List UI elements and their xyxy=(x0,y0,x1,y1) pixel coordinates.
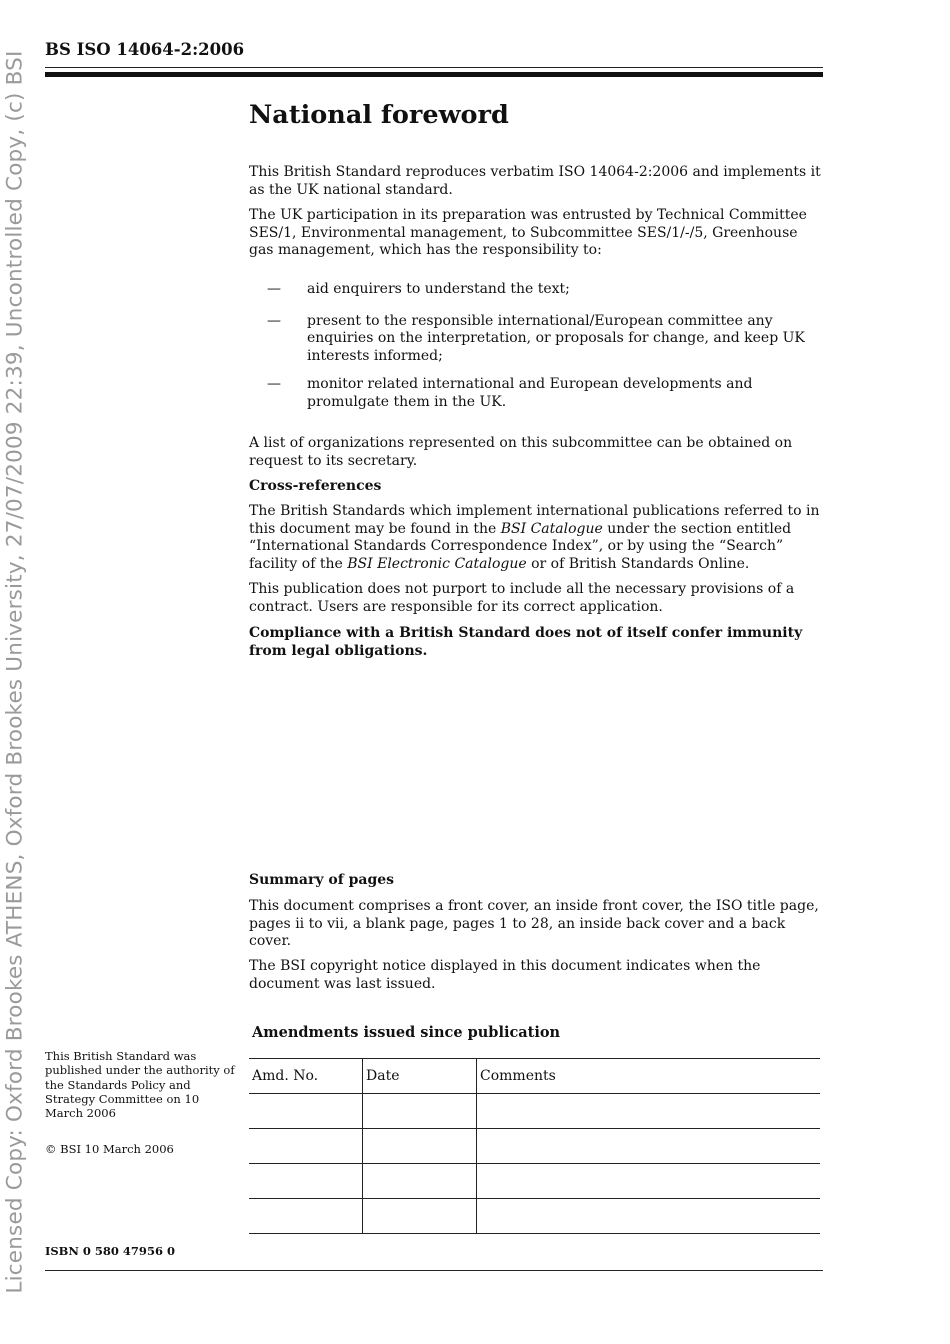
license-watermark xyxy=(0,0,30,1344)
table-row xyxy=(249,1164,820,1199)
publication-authority-note: This British Standard was published under the authority of the Standards Policy and Strategy Committee on 10 March 2006 xyxy=(45,1049,235,1121)
column-header-date: Date xyxy=(363,1059,477,1094)
table-row xyxy=(249,1199,820,1234)
bsi-electronic-catalogue-title: BSI Electronic Catalogue xyxy=(347,555,527,572)
bsi-catalogue-title: BSI Catalogue xyxy=(500,520,603,537)
intro-paragraph-2: The UK participation in its preparation was entrusted by Technical Committee SES/1, Environmental management, to Subcommittee SES/1/-/5, Greenhouse gas management, which has the responsibility to: xyxy=(249,207,807,258)
table-header-row xyxy=(249,1059,820,1094)
summary-heading: Summary of pages xyxy=(249,872,395,888)
summary-paragraph-1: This document comprises a front cover, an inside front cover, the ISO title page, pages ii to vii, a blank page, pages 1 to 28, an inside back cover and a back cover. xyxy=(249,898,819,949)
provisions-paragraph: This publication does not purport to include all the necessary provisions of a contract. Users are responsible for its correct application. xyxy=(249,581,795,615)
license-watermark-text: Licensed Copy: Oxford Brookes ATHENS, Oxford Brookes University, 27/07/2009 22:39, Uncontrolled Copy, (c) BSI xyxy=(2,50,28,1294)
table-row xyxy=(249,1129,820,1164)
amendments-heading: Amendments issued since publication xyxy=(252,1024,561,1041)
column-header-amd-no: Amd. No. xyxy=(249,1059,363,1094)
subcommittee-note: A list of organizations represented on this subcommittee can be obtained on request to its secretary. xyxy=(249,435,793,469)
list-item xyxy=(249,313,824,366)
document-id: BS ISO 14064-2:2006 xyxy=(45,40,245,59)
cross-ref-text: The British Standards which implement international publications referred to in this document may be found in the xyxy=(249,503,820,537)
summary-paragraph-2: The BSI copyright notice displayed in this document indicates when the document was last issued. xyxy=(249,958,761,992)
isbn: ISBN 0 580 47956 0 xyxy=(45,1244,175,1258)
list-item-text: aid enquirers to understand the text; xyxy=(307,281,570,297)
cross-references-heading: Cross-references xyxy=(249,478,382,494)
intro-paragraph-1: This British Standard reproduces verbatim ISO 14064-2:2006 and implements it as the UK national standard. xyxy=(249,164,821,198)
footer-rule xyxy=(45,1270,823,1271)
cross-references-paragraph xyxy=(249,503,824,573)
page-title: National foreword xyxy=(249,100,509,130)
compliance-statement: Compliance with a British Standard does not of itself confer immunity from legal obligations. xyxy=(249,625,803,659)
header-rule-thin xyxy=(45,67,823,68)
list-item-text: monitor related international and European developments and promulgate them in the UK. xyxy=(307,376,753,410)
responsibility-list xyxy=(249,281,824,411)
bullet-dash: — xyxy=(267,281,281,297)
bullet-dash: — xyxy=(267,376,281,392)
list-item-text: present to the responsible international/European committee any enquiries on the interpretation, or proposals for change, and keep UK interests informed; xyxy=(307,312,805,364)
cross-ref-text: under the section entitled “International Standards Correspondence Index”, or by using the “Search” facility of the xyxy=(249,520,792,572)
copyright-notice: © BSI 10 March 2006 xyxy=(45,1142,174,1156)
bullet-dash: — xyxy=(267,312,281,329)
header-rule-thick xyxy=(45,72,823,77)
table-row xyxy=(249,1094,820,1129)
column-header-comments: Comments xyxy=(477,1059,821,1094)
list-item xyxy=(249,281,824,299)
list-item xyxy=(249,376,824,411)
cross-ref-text: or of British Standards Online. xyxy=(526,555,750,572)
amendments-table xyxy=(249,1058,820,1234)
